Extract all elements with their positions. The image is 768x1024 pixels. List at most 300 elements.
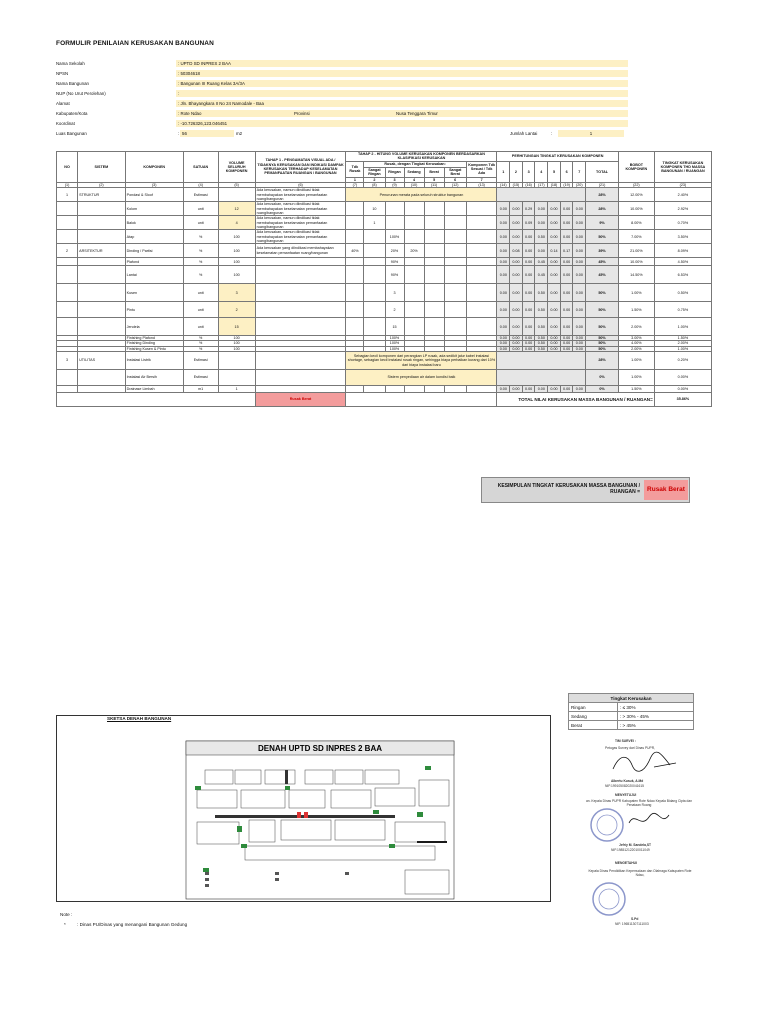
cell-volume-class [466,202,497,216]
cell-satuan: % [183,341,218,346]
cell-bobot: 7.00% [618,230,654,244]
cell-volume-class: 20% [385,244,404,258]
cell-volume-class [466,386,497,393]
cell-calc: 0.00 [573,336,586,341]
cell-tingkat: 2.00% [654,341,711,346]
signer-3-role: Kepala Dinas Pendidikan Kepemudaan dan Olahraga Kabupaten Rote Ndao, [588,869,692,877]
info-label: Koordinat [56,121,75,126]
cell-calc: 0.00 [522,284,535,302]
cell-calc: 0.00 [548,302,561,318]
cell-calc: 0.00 [573,284,586,302]
header-calc-4: 4 [535,161,548,182]
cell-volume-class: 100% [385,346,404,351]
acknowledge-label: MENGETAHUI [615,861,637,865]
cell-calc: 0.45 [535,266,548,284]
cell-total: 45% [586,258,619,266]
cell-satuan: % [183,258,218,266]
cell-volume-class [346,230,364,244]
cell-calc: 0.00 [548,258,561,266]
cell-volume-class [385,202,404,216]
cell-satuan: % [183,244,218,258]
cell-no [57,230,78,244]
cell-no [57,370,78,386]
cell-volume: 15 [218,318,255,336]
cell-total: 50% [586,346,619,351]
column-number: (2) [78,182,126,187]
cell-bobot: 10.00% [618,258,654,266]
cell-volume-class: 40% [346,244,364,258]
cell-volume-class [404,386,424,393]
cell-volume-class [364,318,385,336]
cell-volume-class [444,266,466,284]
cell-tahap1: Ada kerusakan, namun diindikasi tidak membahayakan keselamatan pemanfaatan ruang/bangunan [255,202,346,216]
cell-calc: 0.00 [510,336,523,341]
header-calc-5: 5 [548,161,561,182]
cell-calc: 0.00 [497,230,510,244]
note-bullet: * [64,922,66,927]
cell-calc: 0.00 [573,302,586,318]
cell-calc: 0.00 [560,318,573,336]
signer-1-nip: NIP.199105082020041615 [605,784,644,788]
cell-volume-class [404,266,424,284]
cell-volume [218,188,255,202]
cell-total: 28% [586,352,619,370]
cell-calc: 0.00 [522,346,535,351]
header-tingkat: TINGKAT KERUSAKAN KOMPONEN THD MASSA BANGUNAN / RUANGAN [654,152,711,183]
cell-calc: 0.17 [560,244,573,258]
cell-calc: 0.00 [573,386,586,393]
cell-satuan: unit [183,202,218,216]
header-bobot: BOBOT KOMPONEN [618,152,654,183]
cell-sistem [78,202,126,216]
cell-volume-class [424,216,444,230]
table-row [57,284,712,302]
signature-1 [610,751,680,777]
header-num-7: 7 [466,177,497,182]
cell-volume-class [444,284,466,302]
cell-total: 39% [586,244,619,258]
header-sangat-berat: Sangat Berat [444,167,466,177]
cell-volume-class [424,386,444,393]
info-value: : Jln. Bhayangkara II No 24 Namodale - Baa [176,100,628,107]
column-number: (15) [510,182,523,187]
cell-total: 50% [586,284,619,302]
cell-calc: 0.29 [522,202,535,216]
table-row [57,266,712,284]
cell-komponen: Instalasi Listrik [125,352,183,370]
cell-volume-class [346,202,364,216]
cell-volume: 12 [218,202,255,216]
header-berat: Berat [424,167,444,177]
header-num-4: 4 [404,177,424,182]
cell-volume-class: 1 [364,216,385,230]
cell-total: 0% [586,370,619,386]
cell-calc: 0.00 [535,216,548,230]
cell-no [57,386,78,393]
cell-sistem: ARSITEKTUR [78,244,126,258]
column-number: (12) [444,182,466,187]
cell-calc: 0.08 [510,244,523,258]
cell-calc: 0.00 [573,230,586,244]
surveyor-role: Petugas Survey dari Dinas PUPR, [605,746,656,750]
cell-volume-class [444,202,466,216]
plan-title: DENAH UPTD SD INPRES 2 BAA [257,744,383,753]
cell-total: 50% [586,318,619,336]
cell-calc: 0.00 [497,318,510,336]
cell-calc: 0.00 [548,202,561,216]
cell-sistem [78,386,126,393]
header-num-6: 6 [444,177,466,182]
cell-calc: 0.00 [510,216,523,230]
cell-calc: 0.00 [560,202,573,216]
cell-tingkat: 2.92% [654,202,711,216]
cell-no [57,302,78,318]
cell-volume-class [466,284,497,302]
cell-calc: 0.00 [522,230,535,244]
cell-volume: 100 [218,336,255,341]
cell-komponen: Balok [125,216,183,230]
column-number: (6) [255,182,346,187]
cell-sistem [78,258,126,266]
header-volume: VOLUME SELURUH KOMPONEN [218,152,255,183]
column-number: (10) [404,182,424,187]
cell-volume-class [424,284,444,302]
cell-volume-class [364,244,385,258]
cell-volume-class [346,318,364,336]
cell-calc: 0.00 [548,230,561,244]
cell-volume-class [364,230,385,244]
survey-team-label: TIM SURVEI : [615,739,636,743]
cell-bobot: 1.50% [618,386,654,393]
column-number: (23) [654,182,711,187]
cell-volume-class: 15 [385,318,404,336]
cell-tahap1 [255,284,346,302]
cell-tahap1 [255,266,346,284]
cell-komponen: Kusen [125,284,183,302]
province-value: Nusa Tenggara Timur [396,111,438,116]
cell-total: 0% [586,386,619,393]
info-label: Kabupaten/Kota [56,111,88,116]
info-value: : 50304618 [176,70,628,77]
cell-calc: 0.50 [535,284,548,302]
cell-tingkat: 0.00% [654,386,711,393]
damage-table [56,151,712,407]
cell-bobot: 4.00% [618,341,654,346]
header-calc-2: 2 [510,161,523,182]
cell-calc: 0.00 [497,336,510,341]
cell-satuan: % [183,346,218,351]
cell-no: 3 [57,352,78,370]
cell-volume-class [346,284,364,302]
floors-value: 1 [558,130,624,137]
floors-label: Jumlah Lantai [510,131,538,136]
cell-volume-class [364,284,385,302]
cell-volume-class: 90% [385,266,404,284]
cell-volume-class [466,302,497,318]
cell-komponen: Finishing Kusen & Pintu [125,346,183,351]
cell-calc: 0.00 [497,266,510,284]
cell-calc: 0.50 [535,302,548,318]
table-row [57,244,712,258]
cell-volume-class: 2 [385,302,404,318]
header-num-2: 2 [364,177,385,182]
cell-calc: 0.00 [497,341,510,346]
info-value: : Rote Ndao Provinsi Nusa Tenggara Timur [176,110,628,117]
cell-sistem: UTILITAS [78,352,126,370]
cell-sistem [78,370,126,386]
column-number: (1) [57,182,78,187]
cell-tingkat: 0.00% [654,370,711,386]
table-row [57,302,712,318]
cell-no: 2 [57,244,78,258]
cell-calc: 0.00 [560,346,573,351]
cell-volume: 100 [218,244,255,258]
cell-tingkat: 6.53% [654,266,711,284]
header-komponen-tdk: Komponen Tdk Sesuai / Tdk Ada [468,162,496,176]
cell-calc: 0.00 [560,258,573,266]
cell-volume: 100 [218,266,255,284]
cell-calc: 0.00 [497,258,510,266]
cell-volume-class [404,258,424,266]
cell-volume-class [346,266,364,284]
cell-calc: 0.00 [510,284,523,302]
cell-bobot: 12.00% [618,188,654,202]
cell-volume: 3 [218,284,255,302]
cell-volume-class [424,318,444,336]
cell-bobot: 2.00% [618,346,654,351]
cell-tahap1: Ada kerusakan, namun diindikasi tidak membahayakan keselamatan pemanfaatan ruang/bangunan [255,230,346,244]
cell-volume-class: 3 [385,284,404,302]
conclusion-box [481,477,690,503]
rusak-berat-cell: Rusak Berat [255,393,346,407]
cell-volume-class [424,244,444,258]
cell-calc: 0.00 [573,216,586,230]
cell-volume-class: 20% [404,244,424,258]
total-label: TOTAL NILAI KERUSAKAN MASSA BANGUNAN / RUANGAN= [497,393,654,407]
cell-bobot: 14.50% [618,266,654,284]
cell-sistem [78,318,126,336]
cell-satuan: unit [183,284,218,302]
cell-calc: 0.00 [548,341,561,346]
cell-calc: 0.00 [510,266,523,284]
header-no: NO [57,152,78,183]
cell-volume-class [404,284,424,302]
cell-merged-description: Sistem penyediaan air dalam kondisi baik [346,370,497,386]
cell-total: 45% [586,266,619,284]
cell-calc: 0.00 [573,258,586,266]
cell-volume-class [466,216,497,230]
cell-tingkat: 1.50% [654,336,711,341]
header-num-3: 3 [385,177,404,182]
info-value: : UPTD SD INPRES 2 BAA [176,60,628,67]
cell-volume-class [444,216,466,230]
cell-volume-class [444,302,466,318]
cell-calc: 0.00 [510,202,523,216]
cell-no [57,266,78,284]
cell-calc: 0.00 [535,202,548,216]
table-row [57,258,712,266]
cell-tahap1: Ada kerusakan yang diindikasi membahayakan keselamatan pemanfaatan ruang/bangunan [255,244,346,258]
cell-bobot: 10.00% [618,202,654,216]
cell-no [57,318,78,336]
cell-volume: 2 [218,302,255,318]
column-number: (8) [364,182,385,187]
column-number: (11) [424,182,444,187]
cell-calc: 0.00 [548,216,561,230]
header-ringan: Ringan [385,167,404,177]
legend-label: Ringan [569,703,618,712]
cell-calc: 0.00 [497,386,510,393]
signature-2 [625,809,675,833]
signer-3-nip: NIP. 196511307111003 [615,922,649,926]
form-title: FORMULIR PENILAIAN KERUSAKAN BANGUNAN [56,40,214,47]
column-number: (13) [466,182,497,187]
cell-total: 9% [586,216,619,230]
cell-volume-class [404,302,424,318]
cell-calc: 0.00 [560,284,573,302]
cell-volume-class: 10 [364,202,385,216]
info-label: Nama Sekolah [56,61,85,66]
cell-volume: 100 [218,346,255,351]
cell-bobot: 3.00% [618,336,654,341]
cell-volume-class: 100% [385,341,404,346]
cell-tahap1 [255,318,346,336]
cell-tahap1 [255,386,346,393]
cell-volume-class [346,386,364,393]
legend-label: Sedang [569,712,618,721]
signer-2-name: Jefriy M. Sandela,ST [619,843,652,847]
column-number: (14) [497,182,510,187]
cell-volume-class [424,302,444,318]
cell-calc: 0.00 [573,202,586,216]
cell-komponen: Finishing Plafond [125,336,183,341]
approval-label: MENYETUJUI [615,793,637,797]
cell-tahap1 [255,302,346,318]
cell-calc: 0.00 [548,318,561,336]
table-row [57,318,712,336]
cell-satuan: unit [183,216,218,230]
cell-komponen: Dinding / Partisi [125,244,183,258]
cell-bobot: 8.00% [618,216,654,230]
cell-volume: 100 [218,230,255,244]
cell-volume-class [444,230,466,244]
cell-sistem [78,302,126,318]
cell-calc: 0.00 [548,284,561,302]
cell-tahap1 [255,370,346,386]
cell-volume-class [404,216,424,230]
cell-calc: 0.00 [548,386,561,393]
cell-satuan: m1 [183,386,218,393]
stamp-2 [583,879,643,919]
header-num-1: 1 [346,177,364,182]
cell-satuan: Estimasi [183,370,218,386]
cell-total: 50% [586,302,619,318]
signer-2-nip: NIP.198512122010011049 [611,848,650,852]
cell-komponen: Finishing Dinding [125,341,183,346]
column-number: (16) [522,182,535,187]
cell-volume-class [364,302,385,318]
info-label: Luas Bangunan [56,131,87,136]
column-number: (3) [125,182,183,187]
info-value: : [176,90,628,97]
column-number: (18) [548,182,561,187]
cell-volume-class: 100% [385,230,404,244]
info-label: NPSN [56,71,69,76]
cell-volume-class [404,202,424,216]
cell-volume-class [466,244,497,258]
cell-calc: 0.00 [548,266,561,284]
signer-2-role: an. Kepala Dinas PUPR Kabupaten Rote Ndao Kepala Bidang Cipta dan Penataan Ruang [585,799,693,807]
cell-calc: 0.00 [573,346,586,351]
column-number: (19) [560,182,573,187]
cell-tahap1 [255,352,346,370]
table-row [57,188,712,202]
cell-calc: 0.00 [510,258,523,266]
cell-calc: 0.14 [548,244,561,258]
table-footer-row [57,393,712,407]
table-row [57,202,712,216]
header-num-5: 5 [424,177,444,182]
cell-volume-class: 100% [385,336,404,341]
cell-no: 1 [57,188,78,202]
cell-sistem [78,230,126,244]
cell-total: 28% [586,188,619,202]
cell-bobot: 21.00% [618,244,654,258]
info-value: : -10.726326,123.046451 [176,120,628,127]
cell-calc: 0.00 [510,341,523,346]
cell-calc: 0.50 [535,341,548,346]
column-number: (5) [218,182,255,187]
header-total: TOTAL [586,161,619,182]
cell-volume: 4 [218,216,255,230]
signer-3-name: S.Pd [631,917,639,921]
cell-sistem [78,216,126,230]
cell-calc-empty [497,370,586,386]
cell-calc: 0.00 [560,216,573,230]
cell-tingkat: 0.20% [654,352,711,370]
legend-value: : ≤ 30% [618,703,694,712]
floor-plan-drawing [185,740,455,900]
cell-calc: 0.00 [560,302,573,318]
cell-calc: 0.00 [535,386,548,393]
cell-volume-class [364,266,385,284]
cell-volume-class [466,318,497,336]
cell-calc: 0.50 [535,230,548,244]
cell-tahap1 [255,258,346,266]
conclusion-label: KESIMPULAN TINGKAT KERUSAKAN MASSA BANGUNAN / RUANGAN = [497,483,640,495]
header-calc-6: 6 [560,161,573,182]
footer-spacer [57,393,256,407]
column-number: (7) [346,182,364,187]
cell-sistem [78,284,126,302]
cell-calc: 0.00 [522,266,535,284]
cell-calc: 0.45 [535,258,548,266]
header-tahap2: TAHAP 2 - HITUNG VOLUME KERUSAKAN KOMPONEN BERDASARKAN KLASIFIKASI KERUSAKAN [346,152,497,162]
cell-volume-class [424,230,444,244]
table-row [57,216,712,230]
cell-calc: 0.00 [497,346,510,351]
cell-total: 28% [586,202,619,216]
cell-tingkat: 8.09% [654,244,711,258]
legend-value: : > 30% - 45% [618,712,694,721]
cell-volume-class [444,258,466,266]
cell-volume [218,370,255,386]
cell-no [57,216,78,230]
damage-legend [568,693,708,730]
cell-merged-description: Penurunan merata pada seluruh struktur bangunan [346,188,497,202]
cell-total: 50% [586,230,619,244]
cell-calc: 0.00 [522,336,535,341]
